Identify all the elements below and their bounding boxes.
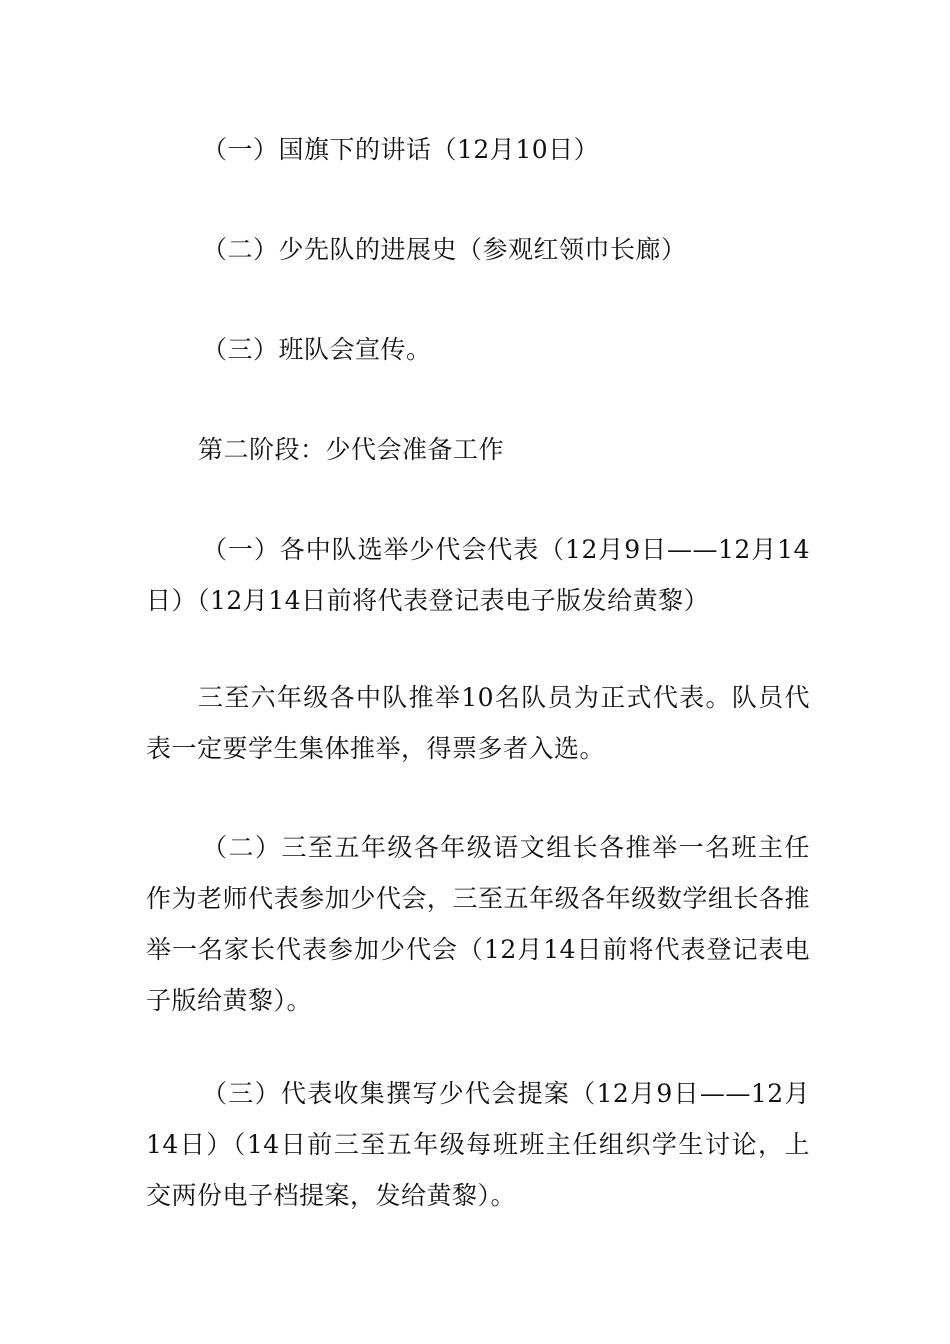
paragraph-proposals: （三）代表收集撰写少代会提案（12月9日——12月14日）（14日前三至五年级每班班主任组织学生讨论，上交两份电子档提案，发给黄黎）。 (146, 1079, 810, 1210)
paragraph-student-representatives: 三至六年级各中队推举10名队员为正式代表。队员代表一定要学生集体推举，得票多者入选。 (146, 683, 810, 763)
paragraph-class-publicity: （三）班队会宣传。 (202, 335, 432, 364)
section-heading-stage-two: 第二阶段：少代会准备工作 (198, 435, 505, 464)
paragraph-elect-representatives: （一）各中队选举少代会代表（12月9日——12月14日）（12月14日前将代表登记表电子版发给黄黎） (146, 535, 810, 615)
paragraph-flag-speech: （一）国旗下的讲话（12月10日） (202, 135, 600, 164)
paragraph-pioneer-history: （二）少先队的进展史（参观红领巾长廊） (202, 235, 687, 264)
paragraph-teacher-parent-representatives: （二）三至五年级各年级语文组长各推举一名班主任作为老师代表参加少代会，三至五年级各年级数学组长各推举一名家长代表参加少代会（12月14日前将代表登记表电子版给黄黎）。 (146, 833, 810, 1015)
